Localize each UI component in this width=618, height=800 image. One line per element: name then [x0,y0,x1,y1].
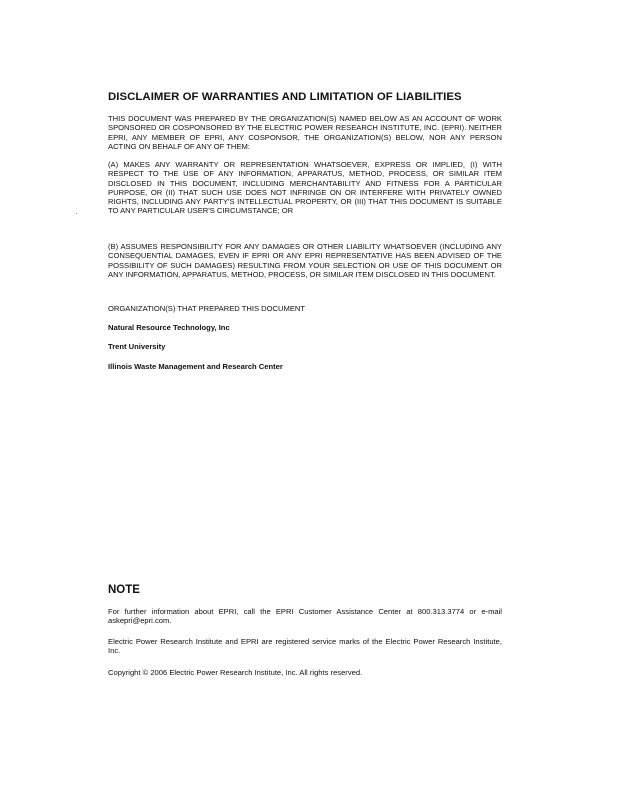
organizations-heading-block [108,304,502,313]
note-contact-block [108,607,502,626]
note-copyright-block [108,668,502,677]
note-trademarks-block [108,637,502,656]
organization-name: Natural Resource Technology, Inc [108,323,230,332]
organizations-heading: ORGANIZATION(S) THAT PREPARED THIS DOCUMENT [108,304,306,313]
note-copyright: Copyright © 2006 Electric Power Research Institute, Inc. All rights reserved. [108,668,363,677]
organization-name: Trent University [108,342,166,351]
organization-block [108,362,502,371]
scan-speck [76,213,77,214]
disclaimer-section [108,91,502,103]
clause-b-block [108,242,502,279]
organization-name: Illinois Waste Management and Research Center [108,362,283,371]
disclaimer-intro: THIS DOCUMENT WAS PREPARED BY THE ORGANIZATION(S) NAMED BELOW AS AN ACCOUNT OF WORK SPONSORED OR COSPONSORED BY THE ELECTRIC POWER RESEARCH INSTITUTE, INC. (EPRI). NEITHER EPRI, ANY MEMBER OF EPRI, ANY COSPONSOR, THE ORGANIZATION(S) BELOW, NOR ANY PERSON ACTING ON BEHALF OF ANY OF THEM: [108,114,502,151]
organization-block [108,323,502,332]
disclaimer-clause-a: (A) MAKES ANY WARRANTY OR REPRESENTATION WHATSOEVER, EXPRESS OR IMPLIED, (I) WITH RESPECT TO THE USE OF ANY INFORMATION, APPARATUS, METHOD, PROCESS, OR SIMILAR ITEM DISCLOSED IN THIS DOCUMENT, INCLUDING MERCHANTABILITY AND FITNESS FOR A PARTICULAR PURPOSE, OR (II) THAT SUCH USE DOES NOT INFRINGE ON OR INTERFERE WITH PRIVATELY OWNED RIGHTS, INCLUDING ANY PARTY'S INTELLECTUAL PROPERTY, OR (III) THAT THIS DOCUMENT IS SUITABLE TO ANY PARTICULAR USER'S CIRCUMSTANCE; OR [108,160,502,216]
organization-block [108,342,502,351]
disclaimer-intro-block [108,114,502,151]
clause-a-block [108,160,502,216]
note-section [108,584,502,596]
note-trademarks: Electric Power Research Institute and EPRI are registered service marks of the Electric Power Research Institute, Inc. [108,637,502,656]
disclaimer-title: DISCLAIMER OF WARRANTIES AND LIMITATION OF LIABILITIES [108,91,462,103]
disclaimer-clause-b: (B) ASSUMES RESPONSIBILITY FOR ANY DAMAGES OR OTHER LIABILITY WHATSOEVER (INCLUDING ANY CONSEQUENTIAL DAMAGES, EVEN IF EPRI OR ANY EPRI REPRESENTATIVE HAS BEEN ADVISED OF THE POSSIBILITY OF SUCH DAMAGES) RESULTING FROM YOUR SELECTION OR USE OF THIS DOCUMENT OR ANY INFORMATION, APPARATUS, METHOD, PROCESS, OR SIMILAR ITEM DISCLOSED IN THIS DOCUMENT. [108,242,502,279]
note-title: NOTE [108,584,140,596]
note-contact: For further information about EPRI, call the EPRI Customer Assistance Center at 800.313.3774 or e-mail askepri@epri.com. [108,607,502,626]
